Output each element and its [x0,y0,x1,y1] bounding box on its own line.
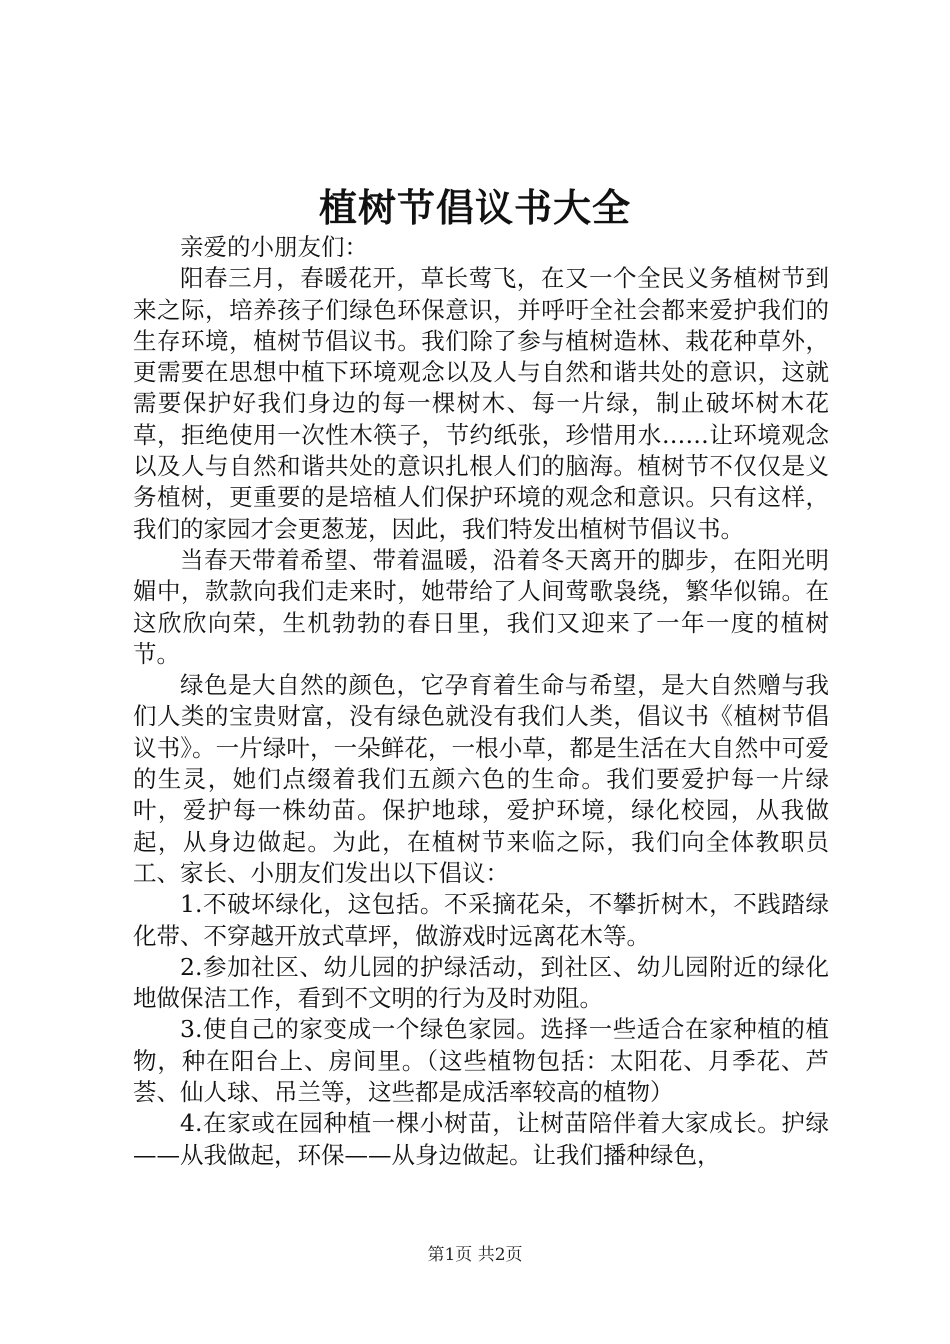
spring-paragraph: 当春天带着希望、带着温暖，沿着冬天离开的脚步，在阳光明媚中，款款向我们走来时，她带给了人间莺歌袅绕，繁华似锦。在这欣欣向荣，生机勃勃的春日里，我们又迎来了一年一度的植树节。 [133,545,829,668]
proposal-item-3: 3.使自己的家变成一个绿色家园。选择一些适合在家种植的植物，种在阳台上、房间里。（这些植物包括：太阳花、月季花、芦荟、仙人球、吊兰等，这些都是成活率较高的植物） [133,1015,829,1107]
document-title: 植树节倡议书大全 [318,185,631,230]
page-footer: 第1页 共2页 [427,1245,523,1265]
intro-paragraph: 阳春三月，春暖花开，草长莺飞，在又一个全民义务植树节到来之际，培养孩子们绿色环保意识，并呼吁全社会都来爱护我们的生存环境，植树节倡议书。我们除了参与植树造林、栽花种草外，更需要在思想中植下环境观念以及人与自然和谐共处的意识，这就需要保护好我们身边的每一棵树木、每一片绿，制止破坏树木花草，拒绝使用一次性木筷子，节约纸张，珍惜用水……让环境观念以及人与自然和谐共处的意识扎根人们的脑海。植树节不仅仅是义务植树，更重要的是培植人们保护环境的观念和意识。只有这样，我们的家园才会更葱茏，因此，我们特发出植树节倡议书。 [133,264,829,543]
document-body [133,232,829,1171]
green-paragraph: 绿色是大自然的颜色，它孕育着生命与希望，是大自然赠与我们人类的宝贵财富，没有绿色就没有我们人类，倡议书《植树节倡议书》。一片绿叶，一朵鲜花，一根小草，都是生活在大自然中可爱的生灵，她们点缀着我们五颜六色的生命。我们要爱护每一片绿叶，爱护每一株幼苗。保护地球，爱护环境，绿化校园，从我做起，从身边做起。为此，在植树节来临之际，我们向全体教职员工、家长、小朋友们发出以下倡议： [133,671,829,887]
salutation-paragraph: 亲爱的小朋友们： [180,233,368,261]
proposal-item-4: 4.在家或在园种植一棵小树苗，让树苗陪伴着大家成长。护绿——从我做起，环保——从身边做起。让我们播种绿色， [133,1109,829,1169]
proposal-item-1: 1.不破坏绿化，这包括。不采摘花朵，不攀折树木，不践踏绿化带、不穿越开放式草坪，做游戏时远离花木等。 [133,890,829,950]
proposal-item-2: 2.参加社区、幼儿园的护绿活动，到社区、幼儿园附近的绿化地做保洁工作，看到不文明的行为及时劝阻。 [133,952,829,1013]
